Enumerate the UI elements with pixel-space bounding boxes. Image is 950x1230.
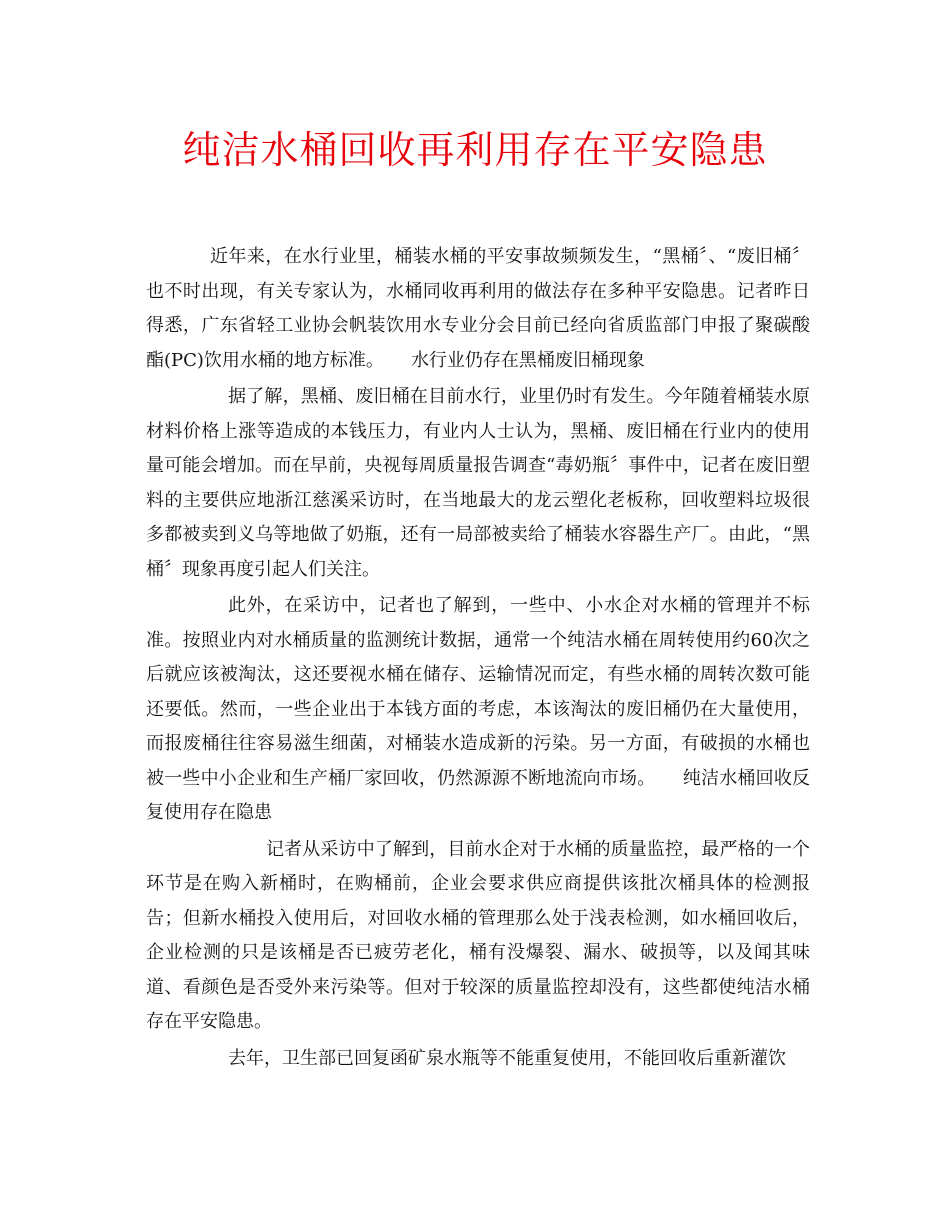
paragraph-text: 去年，卫生部已回复函矿泉水瓶等不能重复使用，不能回收后重新灌饮 xyxy=(228,1047,786,1069)
paragraph xyxy=(146,380,810,587)
paragraph xyxy=(146,1042,810,1077)
document-title: 纯洁水桶回收再利用存在平安隐患 xyxy=(182,128,768,172)
paragraph xyxy=(146,833,810,1040)
paragraph-text: 记者从采访中了解到，目前水企对于水桶的质量监控，最严格的一个环节是在购入新桶时，在购桶前，企业会要求供应商提供该批次桶具体的检测报告；但新水桶投入使用后，对回收水桶的管理那么处于浅表检测，如水桶回收后，企业检测的只是该桶是否已疲劳老化，桶有没爆裂、漏水、破损等，以及闻其味道、看颜色是否受外来污染等。但对于较深的质量监控却没有，这些都使纯洁水桶存在平安隐患。 xyxy=(146,838,810,1032)
paragraph-text: 此外，在采访中，记者也了解到，一些中、小水企对水桶的管理并不标准。按照业内对水桶质量的监测统计数据，通常一个纯洁水桶在周转使用约60次之后就应该被淘汰，这还要视水桶在储存、运输情况而定，有些水桶的周转次数可能还要低。然而，一些企业出于本钱方面的考虑，本该淘汰的废旧桶仍在大量使用，而报废桶往往容易滋生细菌，对桶装水造成新的污染。另一方面，有破损的水桶也被一些中小企业和生产桶厂家回收，仍然源源不断地流向市场。 xyxy=(146,595,810,789)
subheading: 水行业仍存在黑桶废旧桶现象 xyxy=(410,349,645,371)
paragraph-text: 据了解，黑桶、废旧桶在目前水行，业里仍时有发生。今年随着桶装水原材料价格上涨等造成的本钱压力，有业内人士认为，黑桶、废旧桶在行业内的使用量可能会增加。而在早前，央视每周质量报告调查“毒奶瓶〞事件中，记者在废旧塑料的主要供应地浙江慈溪采访时，在当地最大的龙云塑化老板称，回收塑料垃圾很多都被卖到义乌等地做了奶瓶，还有一局部被卖给了桶装水容器生产厂。由此，“黑桶〞现象再度引起人们关注。 xyxy=(146,386,810,580)
document-body xyxy=(146,240,810,1076)
paragraph xyxy=(146,589,810,831)
paragraph xyxy=(146,240,810,378)
paragraph-text: 近年来，在水行业里，桶装水桶的平安事故频频发生，“黑桶〞、“废旧桶〞也不时出现，有关专家认为，水桶同收再利用的做法存在多种平安隐患。记者昨日得悉，广东省轻工业协会帆装饮用水专业分会目前已经向省质监部门申报了聚碳酸酯(PC)饮用水桶的地方标准。 xyxy=(146,246,810,371)
subheading: 纯洁水桶回收反复使用存在隐患 xyxy=(146,767,811,823)
